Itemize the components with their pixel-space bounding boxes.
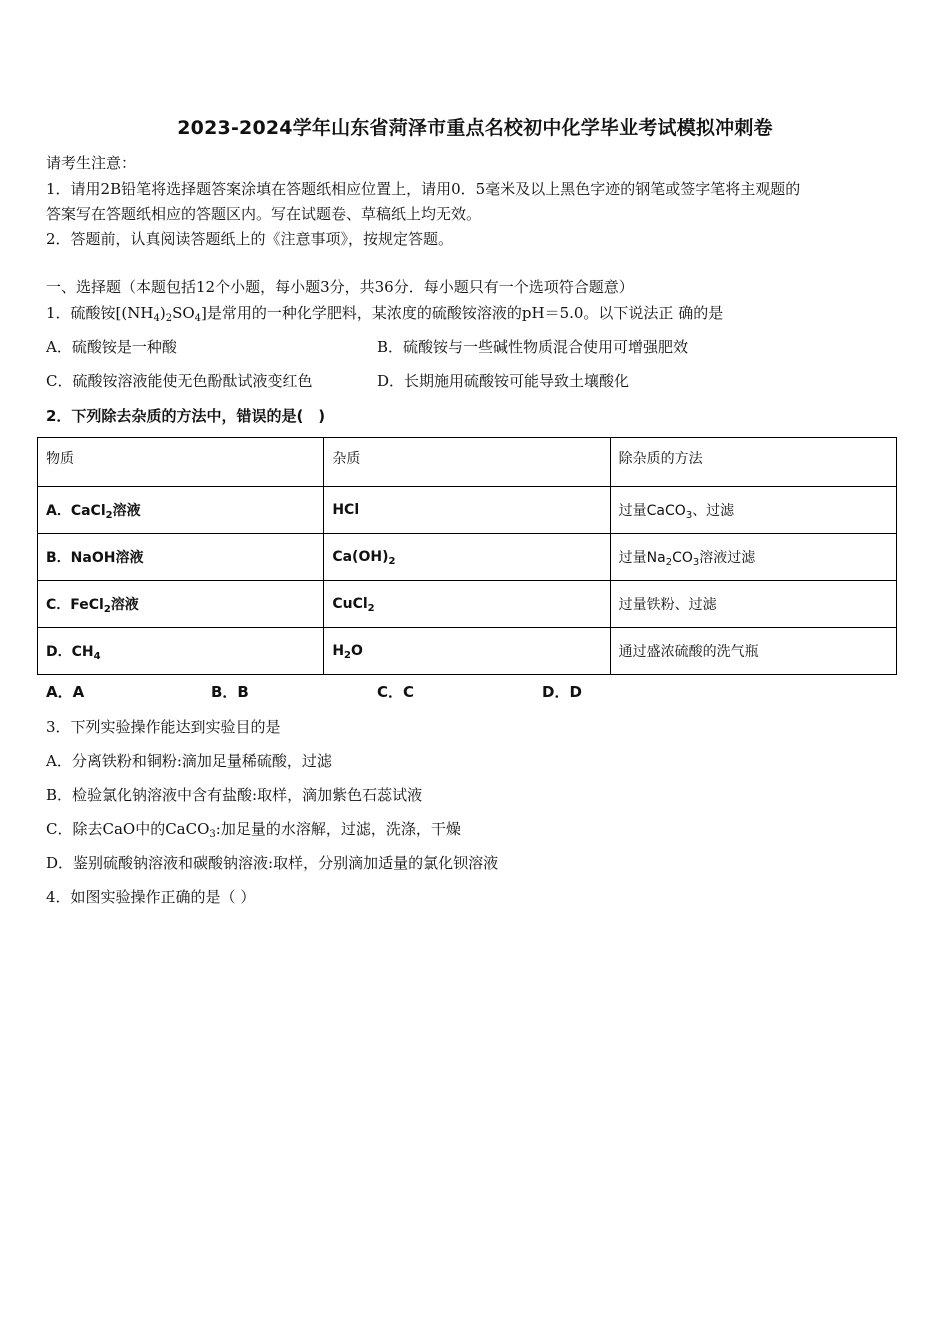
table-header-row (38, 438, 897, 487)
q3-stem: 3．下列实验操作能达到实验目的是 (46, 718, 281, 736)
notice-item-1-line-2: 答案写在答题纸相应的答题区内。写在试题卷、草稿纸上均无效。 (46, 205, 482, 223)
row-c-impurity: CuCl$_2$ (324, 581, 610, 628)
q2-option-a: A．A (46, 683, 85, 701)
row-b-method: 过量$Na_2CO_3$溶液过滤 (610, 534, 896, 581)
q3-option-c: C．除去CaO中的CaCO$_3$:加足量的水溶解，过滤，洗涤，干燥 (46, 820, 461, 840)
header-method: 除杂质的方法 (610, 438, 896, 487)
row-b-impurity: $Ca(OH)_2$ (324, 534, 610, 581)
q2-table (37, 437, 897, 675)
exam-title: 2023-2024学年山东省菏泽市重点名校初中化学毕业考试模拟冲刺卷 (177, 117, 773, 139)
q1-stem: 1．硫酸铵$[(NH_4)_2SO_4]$是常用的一种化学肥料，某浓度的硫酸铵溶液的pH＝5.0。以下说法正 确的是 (46, 304, 724, 324)
q1-option-d: D．长期施用硫酸铵可能导致土壤酸化 (377, 372, 630, 390)
q1-option-a: A．硫酸铵是一种酸 (46, 338, 177, 356)
row-a-impurity: HCl (324, 487, 610, 534)
q3-option-b: B．检验氯化钠溶液中含有盐酸:取样，滴加紫色石蕊试液 (46, 786, 423, 804)
table-row (38, 628, 897, 675)
q2-option-c: C．C (377, 683, 415, 701)
section-heading: 一、选择题（本题包括12个小题，每小题3分，共36分．每小题只有一个选项符合题意） (46, 278, 634, 296)
notice-heading: 请考生注意： (46, 154, 137, 172)
row-d-impurity: $H_2O$ (324, 628, 610, 675)
row-a-substance: A．CaCl$_2$溶液 (38, 487, 324, 534)
header-substance: 物质 (38, 438, 324, 487)
row-d-method: 通过盛浓硫酸的洗气瓶 (610, 628, 896, 675)
row-c-substance: C．FeCl$_2$溶液 (38, 581, 324, 628)
header-impurity: 杂质 (324, 438, 610, 487)
table-row (38, 487, 897, 534)
q1-option-c: C．硫酸铵溶液能使无色酚酞试液变红色 (46, 372, 313, 390)
table-row (38, 581, 897, 628)
row-a-method: 过量CaCO$_3$、过滤 (610, 487, 896, 534)
q2-stem: 2．下列除去杂质的方法中，错误的是( ) (46, 407, 326, 425)
row-c-method: 过量铁粉、过滤 (610, 581, 896, 628)
row-d-substance: D．$CH_4$ (38, 628, 324, 675)
row-b-substance: B．NaOH溶液 (38, 534, 324, 581)
q3-option-d: D．鉴别硫酸钠溶液和碳酸钠溶液:取样，分别滴加适量的氯化钡溶液 (46, 854, 499, 872)
notice-item-2: 2．答题前，认真阅读答题纸上的《注意事项》，按规定答题。 (46, 230, 454, 248)
q4-stem: 4．如图实验操作正确的是（ ） (46, 888, 256, 906)
q3-option-a: A．分离铁粉和铜粉:滴加足量稀硫酸，过滤 (46, 752, 332, 770)
q2-option-d: D．D (542, 683, 582, 701)
q1-option-b: B．硫酸铵与一些碱性物质混合使用可增强肥效 (377, 338, 689, 356)
q2-option-b: B．B (211, 683, 249, 701)
table-row (38, 534, 897, 581)
notice-item-1-line-1: 1．请用2B铅笔将选择题答案涂填在答题纸相应位置上，请用0．5毫米及以上黑色字迹的钢笔或签字笔将主观题的 (46, 180, 801, 198)
